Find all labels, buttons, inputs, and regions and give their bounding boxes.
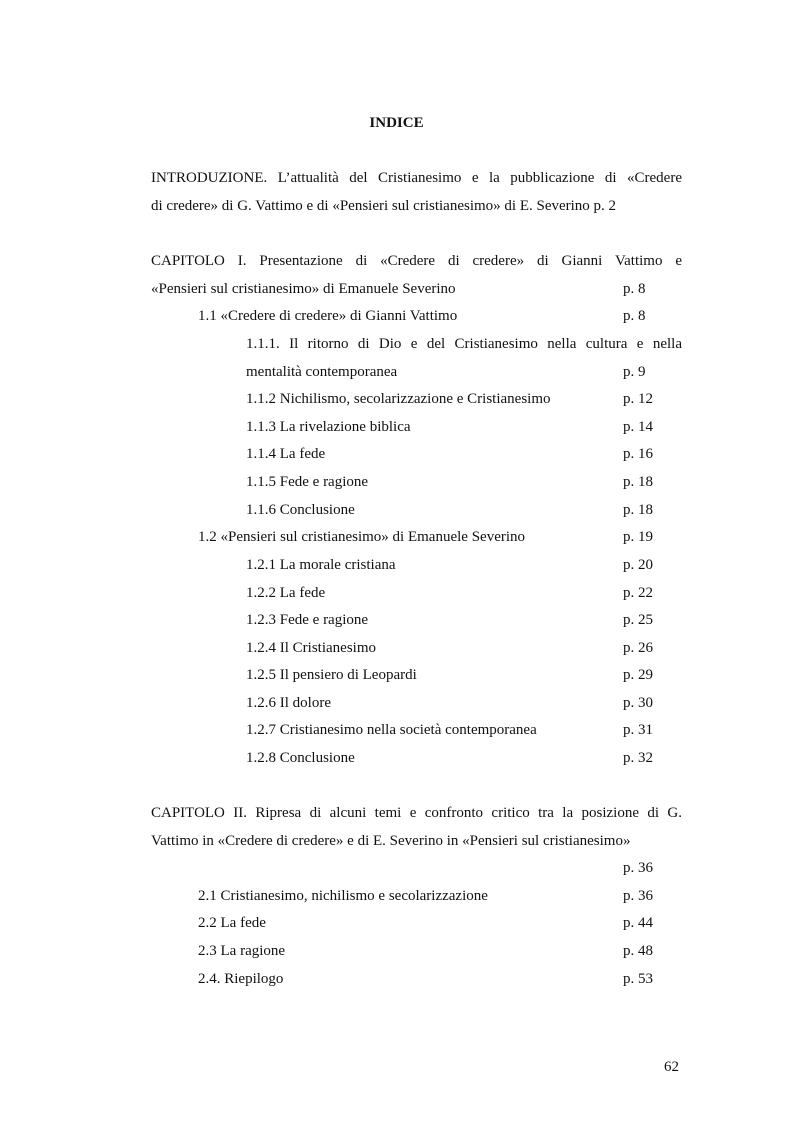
chapter1-heading-line-2: «Pensieri sul cristianesimo» di Emanuele Severino — [151, 281, 456, 297]
toc-subsection-1-1-4-page: p. 16 — [623, 446, 653, 462]
toc-subsection-1-1-2: 1.1.2 Nichilismo, secolarizzazione e Cristianesimo — [246, 391, 551, 407]
toc-section-1-2-page: p. 19 — [623, 529, 653, 545]
toc-section-2-1: 2.1 Cristianesimo, nichilismo e secolarizzazione — [198, 888, 488, 904]
toc-subsection-1-2-8: 1.2.8 Conclusione — [246, 750, 355, 766]
intro-line-2: di credere» di G. Vattimo e di «Pensieri sul cristianesimo» di E. Severino p. 2 — [151, 198, 617, 214]
toc-subsection-1-1-5: 1.1.5 Fede e ragione — [246, 474, 369, 490]
toc-section-2-4: 2.4. Riepilogo — [198, 971, 284, 987]
toc-subsection-1-1-6-page: p. 18 — [623, 502, 653, 518]
toc-subsection-1-2-3-page: p. 25 — [623, 612, 653, 628]
toc-subsection-1-2-5-page: p. 29 — [623, 667, 653, 683]
chapter1-heading-line-1: CAPITOLO I. Presentazione di «Credere di credere» di Gianni Vattimo e — [151, 253, 682, 269]
toc-subsection-1-2-6: 1.2.6 Il dolore — [246, 695, 331, 711]
toc-subsection-1-1-1-line-1: 1.1.1. Il ritorno di Dio e del Cristianesimo nella cultura e nella — [246, 336, 682, 352]
toc-subsection-1-2-8-page: p. 32 — [623, 750, 653, 766]
toc-section-2-4-page: p. 53 — [623, 971, 653, 987]
chapter2-heading-line-2: Vattimo in «Credere di credere» e di E. Severino in «Pensieri sul cristianesimo» — [151, 833, 631, 849]
toc-subsection-1-1-3: 1.1.3 La rivelazione biblica — [246, 419, 411, 435]
toc-subsection-1-1-5-page: p. 18 — [623, 474, 653, 490]
toc-subsection-1-1-3-page: p. 14 — [623, 419, 653, 435]
toc-subsection-1-2-1: 1.2.1 La morale cristiana — [246, 557, 396, 573]
toc-section-2-1-page: p. 36 — [623, 888, 653, 904]
toc-subsection-1-1-6: 1.1.6 Conclusione — [246, 502, 355, 518]
chapter2-heading-line-1: CAPITOLO II. Ripresa di alcuni temi e confronto critico tra la posizione di G. — [151, 805, 682, 821]
toc-section-1-1-page: p. 8 — [623, 308, 646, 324]
toc-subsection-1-1-2-page: p. 12 — [623, 391, 653, 407]
toc-subsection-1-2-3: 1.2.3 Fede e ragione — [246, 612, 369, 628]
toc-section-2-3-page: p. 48 — [623, 943, 653, 959]
toc-section-2-3: 2.3 La ragione — [198, 943, 286, 959]
toc-subsection-1-1-1-line-2: mentalità contemporanea — [246, 364, 398, 380]
toc-section-2-2-page: p. 44 — [623, 915, 653, 931]
toc-subsection-1-2-2-page: p. 22 — [623, 585, 653, 601]
toc-subsection-1-1-4: 1.1.4 La fede — [246, 446, 326, 462]
toc-subsection-1-2-4: 1.2.4 Il Cristianesimo — [246, 640, 376, 656]
toc-subsection-1-2-1-page: p. 20 — [623, 557, 653, 573]
chapter1-page: p. 8 — [623, 281, 646, 297]
intro-line-1: INTRODUZIONE. L’attualità del Cristianesimo e la pubblicazione di «Credere — [151, 170, 682, 186]
toc-subsection-1-1-1-page: p. 9 — [623, 364, 646, 380]
toc-subsection-1-2-5: 1.2.5 Il pensiero di Leopardi — [246, 667, 417, 683]
page-number: 62 — [664, 1059, 679, 1075]
toc-subsection-1-2-2: 1.2.2 La fede — [246, 585, 326, 601]
toc-subsection-1-2-7-page: p. 31 — [623, 722, 653, 738]
toc-subsection-1-2-7: 1.2.7 Cristianesimo nella società contemporanea — [246, 722, 537, 738]
toc-section-1-1: 1.1 «Credere di credere» di Gianni Vattimo — [198, 308, 458, 324]
toc-section-1-2: 1.2 «Pensieri sul cristianesimo» di Emanuele Severino — [198, 529, 526, 545]
toc-section-2-2: 2.2 La fede — [198, 915, 266, 931]
page-title: INDICE — [369, 115, 424, 131]
toc-subsection-1-2-4-page: p. 26 — [623, 640, 653, 656]
toc-subsection-1-2-6-page: p. 30 — [623, 695, 653, 711]
chapter2-page: p. 36 — [623, 860, 653, 876]
